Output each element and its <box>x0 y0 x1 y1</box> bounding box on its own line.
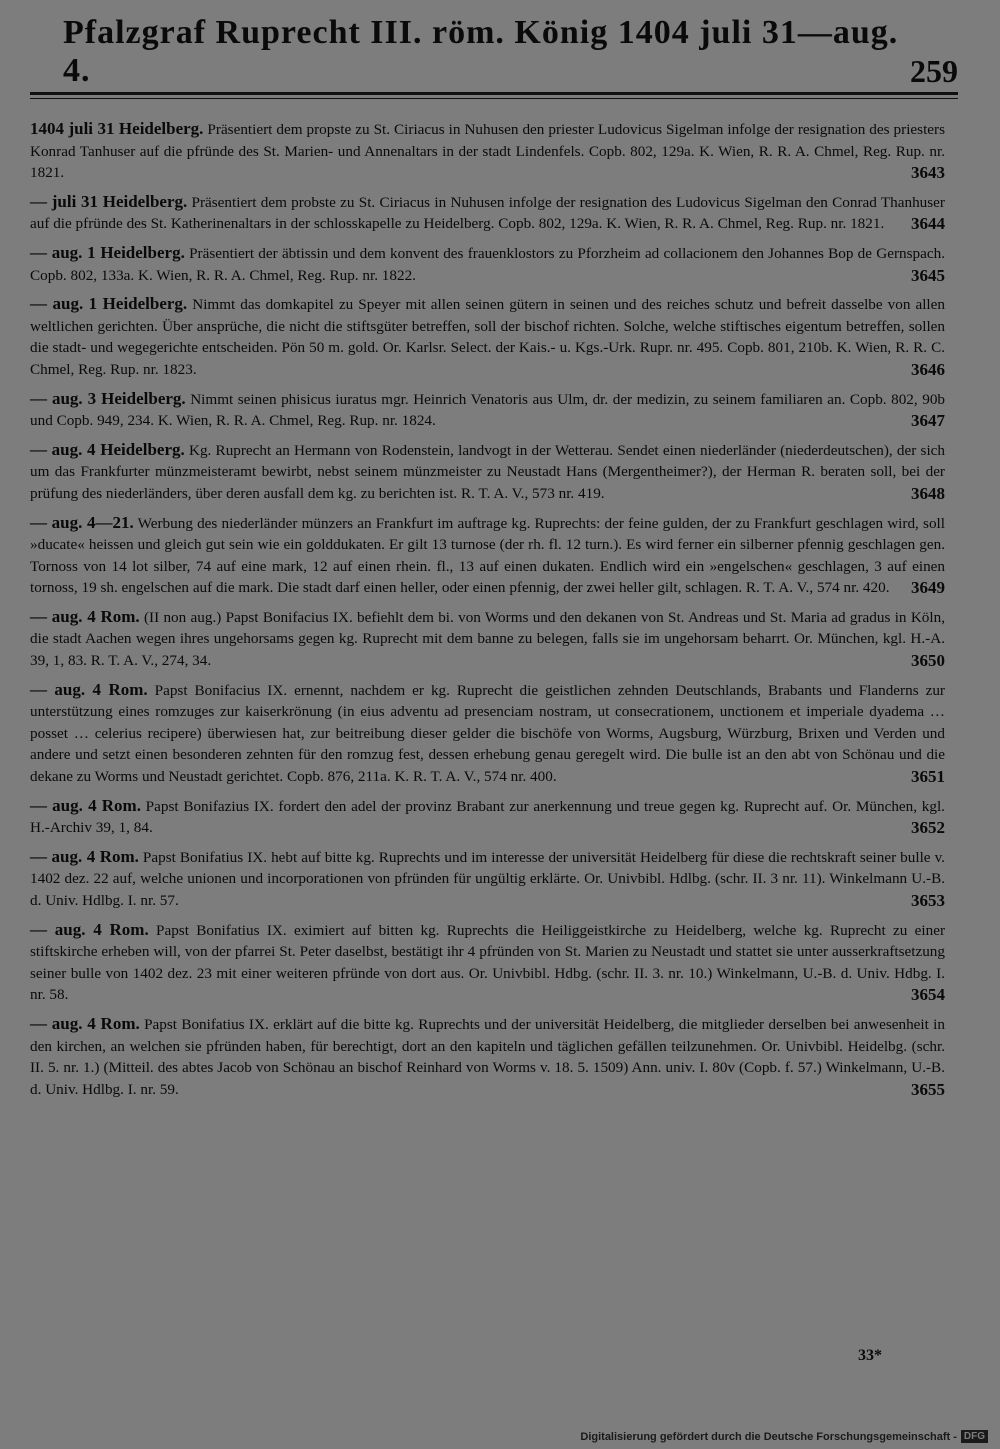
entry-text: Kg. Ruprecht an Hermann von Rodenstein, landvogt in der Wetterau. Sendet einen niederländer (niederdeutschen), der sich um das Frankfurter münzmeisteramt bewirbt, nebst seinem münzmeister zu Neustadt Hans (Mergentheimer?), der Herman R. beraten soll, bei der prüfung des niederländers, über deren ausfall dem kg. zu berichten ist. R. T. A. V., 573 nr. 419. <box>30 441 945 502</box>
entry-number: 3652 <box>911 818 945 838</box>
entry-date: — aug. 4—21. <box>30 512 134 532</box>
regest-entry <box>30 606 945 672</box>
entry-text: Papst Bonifatius IX. hebt auf bitte kg. Ruprechts und im interesse der universität Heidelberg für diese die rechtskraft seiner bulle v. 1402 dez. 22 auf, welche unionen und incorporationen von pfründen für ungültig erklärte. Or. Univbibl. Hdlbg. (schr. II. 3 nr. 11). Winkelmann U.-B. d. Univ. Hdlbg. I. nr. 57. <box>30 848 945 909</box>
entry-text: Papst Bonifatius IX. erklärt auf die bitte kg. Ruprechts und der universität Heidelberg, die mitglieder derselben bei anwesenheit in den kirchen, an welchen sie pfründen haben, für berechtigt, dort an den kapiteln und täglichen gefällen teilzunehmen. Or. Univbibl. Heidelbg. (schr. II. 5. nr. 1.) (Mitteil. des abtes Jacob von Schönau an bischof Reinhard von Worms v. 18. 5. 1509) Ann. univ. I. 80v (Copb. f. 57.) Winkelmann, U.-B. d. Univ. Hdlbg. I. nr. 59. <box>30 1015 945 1098</box>
entry-date: — aug. 4 Rom. <box>30 679 148 699</box>
regest-entry <box>30 388 945 432</box>
entries-list <box>30 118 945 1107</box>
regest-entry <box>30 1013 945 1100</box>
entry-date: — aug. 4 Rom. <box>30 919 149 939</box>
entry-number: 3645 <box>911 265 945 285</box>
entry-date: — aug. 3 Heidelberg. <box>30 388 186 408</box>
entry-text: Werbung des niederländer münzers an Frankfurt im auftrage kg. Ruprechts: der feine gulden, der zu Frankfurt geschlagen wird, soll »ducate« heissen und gleich gut sein wie ein golddukaten. Er gilt 13 turnose (der rh. fl. 12 turn.). Es wird ferner ein silberner pfennig geschlagen gen. Tornoss von 14 lot silber, 74 auf eine mark, 12 auf einen rhein. fl., 13 auf einen dukaten. Endlich wird ein »engelschen« geschlagen, 3 auf einen tornoss, 19 sh. engelschen auf die mark. Die stadt darf einen heller, oder einen pfennig, der zwei heller gilt, schlagen. R. T. A. V., 574 nr. 420. <box>30 514 945 597</box>
page-number: 259 <box>910 53 958 89</box>
entry-date: — aug. 4 Rom. <box>30 606 140 626</box>
regest-entry <box>30 242 945 286</box>
dfg-logo: DFG <box>961 1430 988 1443</box>
entry-date: — aug. 4 Heidelberg. <box>30 439 185 459</box>
entry-text: Präsentiert dem probste zu St. Ciriacus in Nuhusen infolge der resignation des Ludovicus Sigelman den Conrad Thanhuser auf die pfründe des St. Katherinenaltars in der schlosskapelle zu Heidelberg. Copb. 802, 129a. K. Wien, R. R. A. Chmel, Reg. Rup. nr. 1821. <box>30 193 945 233</box>
entry-date: — aug. 1 Heidelberg. <box>30 294 188 314</box>
entry-number: 3648 <box>911 483 945 503</box>
entry-date: — juli 31 Heidelberg. <box>30 191 188 211</box>
regest-entry <box>30 679 945 788</box>
entry-date: — aug. 4 Rom. <box>30 795 141 815</box>
entry-text: Papst Bonifacius IX. ernennt, nachdem er kg. Ruprecht die geistlichen zehnden Deutschlands, Brabants und Flanderns zur unterstützung eines romzuges zur kaiserkrönung (in eius adventu ad presenciam nostram, ut consecrationem, unctionem et imperiale dyadema … posset … celerius recipere) überwiesen hat, zur beitreibung dieser gelder die bischöfe von Worms, Augsburg, Würzburg, Brixen und Verden und andere und setzt einen besonderen zehnten für den romzug fest, dessen erhebung genau geregelt wird. Die bulle ist an den abt von Schönau und die dekane zu Worms und Neustadt gerichtet. Copb. 876, 211a. K. R. T. A. V., 574 nr. 400. <box>30 681 945 786</box>
entry-text: Präsentiert dem propste zu St. Ciriacus in Nuhusen den priester Ludovicus Sigelman infolge der resignation des priesters Konrad Tanhuser auf die pfründe des St. Marien- und Annenaltars in der stadt Lindenfels. Copb. 802, 129a. K. Wien, R. R. A. Chmel, Reg. Rup. nr. 1821. <box>30 121 945 182</box>
entry-text: (II non aug.) Papst Bonifacius IX. befiehlt dem bi. von Worms und den dekanen von St. Andreas und St. Maria ad gradus in Köln, die stadt Aachen wegen ihres ungehorsams gegen kg. Ruprecht mit dem banne zu belegen, falls sie im ungehorsam beharrt. Or. München, kgl. H.-A. 39, 1, 83. R. T. A. V., 274, 34. <box>30 608 945 670</box>
regest-entry <box>30 512 945 599</box>
entry-text: Papst Bonifazius IX. fordert den adel der provinz Brabant zur anerkennung und treue gegen kg. Ruprecht auf. Or. München, kgl. H.-Archiv 39, 1, 84. <box>30 797 945 837</box>
entry-text: Papst Bonifatius IX. eximiert auf bitten kg. Ruprechts die Heiliggeistkirche zu Heidelberg, welche kg. Ruprecht zu einer stiftskirche erheben will, von der pfarrei St. Peter daselbst, bestätigt ihr 4 pfründen von St. Marien zu Neustadt und stattet sie unter ausserkraftsetzung seiner bulle von 1402 dez. 23 mit einer weiteren pfründe von dort aus. Or. Univbibl. Hdbg. (schr. II. 3. nr. 10.) Winkelmann, U.-B. d. Univ. Hdbg. I. nr. 58. <box>30 921 945 1004</box>
header-rule-thick <box>30 92 958 95</box>
entry-number: 3649 <box>911 578 945 598</box>
regest-entry <box>30 795 945 839</box>
header-rule-thin <box>30 98 958 99</box>
regest-entry <box>30 439 945 505</box>
entry-number: 3647 <box>911 411 945 431</box>
footer <box>580 1430 988 1443</box>
entry-date: — aug. 1 Heidelberg. <box>30 242 185 262</box>
entry-number: 3654 <box>911 985 945 1005</box>
entry-text: Nimmt das domkapitel zu Speyer mit allen seinen gütern in seinen und des reiches schutz und befreit dasselbe von allen weltlichen gerichten. Über ansprüche, die nicht die stiftsgüter betreffen, soll der bischof richten. Solche, welche stiftisches eigentum betreffen, sollen die stadt- und wegegerichte entscheiden. Pön 50 m. gold. Or. Karlsr. Select. der Kais.- u. Kgs.-Urk. Rupr. nr. 495. Copb. 801, 210b. K. Wien, R. R. C. Chmel, Reg. Rup. nr. 1823. <box>30 296 945 378</box>
entry-text: Nimmt seinen phisicus iuratus mgr. Heinrich Venatoris aus Ulm, dr. der medizin, zu seinem familiaren an. Copb. 802, 90b und Copb. 949, 234. K. Wien, R. R. A. Chmel, Reg. Rup. nr. 1824. <box>30 390 946 430</box>
entry-number: 3646 <box>911 359 945 379</box>
regest-entry <box>30 118 945 184</box>
regest-entry <box>30 846 945 912</box>
footer-text: Digitalisierung gefördert durch die Deutsche Forschungsgemeinschaft - <box>580 1430 957 1443</box>
entry-number: 3650 <box>911 651 945 671</box>
entry-number: 3651 <box>911 767 945 787</box>
entry-date: — aug. 4 Rom. <box>30 846 139 866</box>
regest-entry <box>30 191 945 235</box>
entry-number: 3653 <box>911 891 945 910</box>
entry-date: — aug. 4 Rom. <box>30 1013 140 1033</box>
regest-entry <box>30 919 945 1006</box>
entry-text: Präsentiert der äbtissin und dem konvent des frauenklostors zu Pforzheim ad collacionem den Johannes Bop de Gernspach. Copb. 802, 133a. K. Wien, R. R. A. Chmel, Reg. Rup. nr. 1822. <box>30 244 945 284</box>
entry-number: 3655 <box>911 1079 945 1099</box>
sheet-signature: 33* <box>858 1347 882 1364</box>
entry-number: 3644 <box>911 214 945 234</box>
entry-number: 3643 <box>911 163 945 183</box>
entry-date: 1404 juli 31 Heidelberg. <box>30 119 204 138</box>
regest-entry <box>30 293 945 380</box>
page-header <box>30 14 958 90</box>
page-title: Pfalzgraf Ruprecht III. röm. König 1404 juli 31—aug. 4. <box>63 14 899 89</box>
